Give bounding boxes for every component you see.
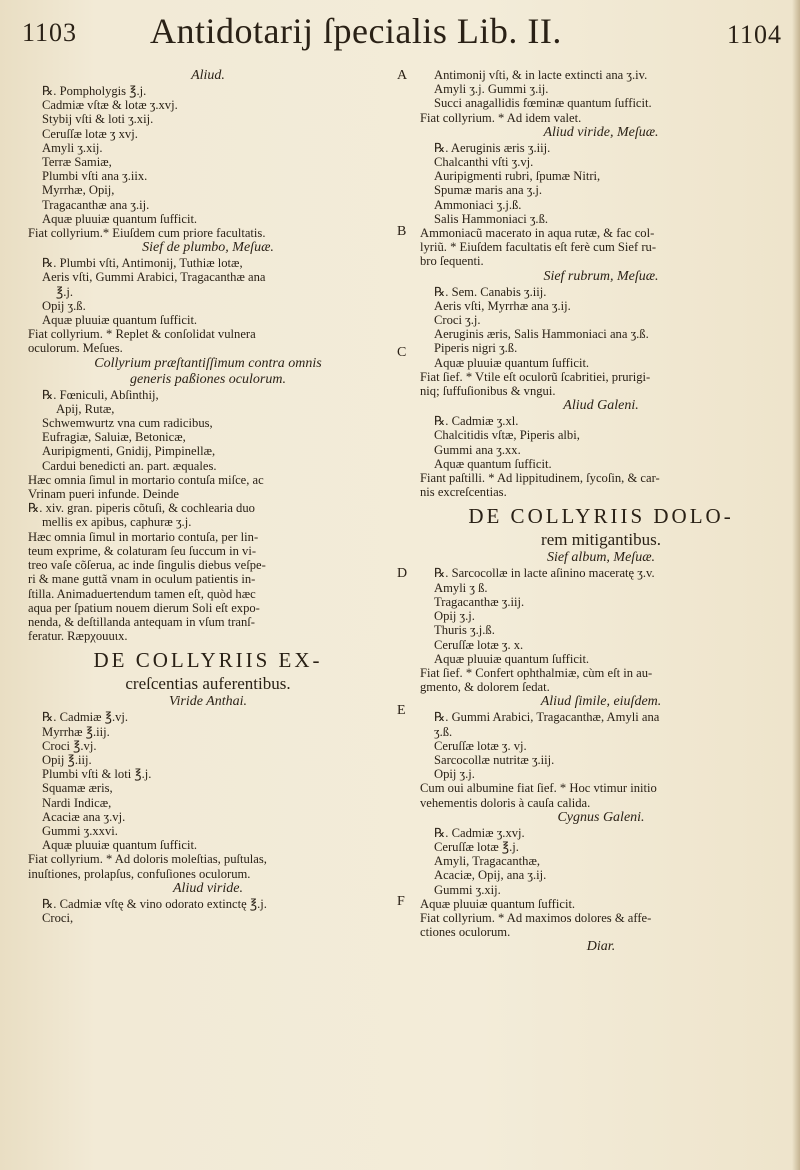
text-line: Amyli ʒ.xij. — [42, 140, 103, 155]
text-line: ℞. Sarcocollæ in lacte aſinino maceratę ʒ.v. — [434, 566, 655, 581]
text-line: ℞. Gummi Arabici, Tragacanthæ, Amyli ana — [434, 710, 660, 725]
text-line: Eufragiæ, Saluiæ, Betonicæ, — [42, 430, 186, 445]
text-line: ℞. xiv. gran. piperis cõtuſi, & cochlearia duo — [28, 501, 255, 516]
text-line: Tragacanthæ ʒ.iij. — [434, 594, 525, 609]
running-title: Antidotarij ſpecialis Lib. II. — [150, 11, 562, 51]
margin-letter-d: D — [397, 566, 408, 581]
left-column — [28, 68, 388, 925]
text-line: Apij, Rutæ, — [56, 401, 115, 416]
text-line: Aquæ pluuiæ quantum ſufficit. — [42, 838, 198, 853]
text-line: Aliud viride, Meſuæ. — [543, 124, 659, 140]
text-line: Fiat collyrium. * Replet & conſolidat vulnera — [28, 327, 256, 342]
text-line: Myrrhæ ℥.iij. — [42, 724, 110, 739]
text-line: Ceruſſæ lotæ ʒ. x. — [434, 637, 524, 652]
text-line: Acaciæ ana ʒ.vj. — [42, 809, 126, 824]
text-line: DE COLLYRIIS EX- — [93, 648, 323, 673]
text-line: mellis ex apibus, caphuræ ʒ.j. — [42, 515, 192, 530]
text-line: Cadmiæ vſtæ & lotæ ʒ.xvj. — [42, 98, 178, 113]
text-line: ℞. Cadmiæ ʒ.xvj. — [434, 825, 525, 840]
text-line: Amyli ʒ.j. Gummi ʒ.ij. — [434, 82, 549, 97]
text-line: Aeruginis æris, Salis Hammoniaci ana ʒ.ß. — [434, 327, 649, 342]
text-line: Squamæ æris, — [42, 781, 113, 796]
text-line: Nardi Indicæ, — [42, 795, 112, 810]
text-line: vehementis doloris à cauſa calida. — [420, 795, 591, 810]
text-line: Fiat collyrium. * Ad doloris moleſtias, puſtulas, — [28, 852, 267, 867]
text-line: nis excreſcentias. — [420, 485, 507, 500]
text-line: Fiat ſief. * Confert ophthalmiæ, cùm eſt in au- — [420, 665, 653, 680]
text-line: Vrinam pueri infunde. Deinde — [28, 487, 180, 502]
text-line: Aliud. — [191, 68, 225, 83]
text-line: Terræ Samiæ, — [42, 155, 112, 170]
text-line: Croci, — [42, 910, 74, 925]
text-line: Stybij vſti & loti ʒ.xij. — [42, 112, 154, 127]
text-line: Amyli ʒ ß. — [434, 580, 488, 595]
text-line: Tragacanthæ ana ʒ.ij. — [42, 197, 150, 212]
page-number-left: 1103 — [22, 18, 78, 47]
text-line: Gummi ʒ.xxvi. — [42, 823, 118, 838]
text-line: Aliud viride. — [173, 880, 243, 896]
text-line: creſcentias auferentibus. — [125, 674, 291, 694]
text-line: Amyli, Tragacanthæ, — [434, 854, 540, 869]
text-line: ℞. Sem. Canabis ʒ.iij. — [434, 284, 547, 299]
text-line: Piperis nigri ʒ.ß. — [434, 341, 518, 356]
text-line: Ceruſſæ lotæ ʒ. vj. — [434, 738, 527, 753]
text-line: Auripigmenti rubri, ſpumæ Nitri, — [434, 169, 601, 184]
text-line: Opij ℥.iij. — [42, 752, 92, 767]
text-line: generis paßiones oculorum. — [130, 371, 286, 387]
text-line: Aquæ pluuiæ quantum ſufficit. — [42, 313, 198, 328]
text-line: Aeris vſti, Gummi Arabici, Tragacanthæ ana — [42, 270, 266, 285]
text-line: Ammoniacũ macerato in aqua rutæ, & fac col- — [420, 226, 655, 241]
text-line: Aeris vſti, Myrrhæ ana ʒ.ij. — [434, 298, 571, 313]
text-line: ℞. Aeruginis æris ʒ.iij. — [434, 140, 551, 155]
text-line: Ammoniaci ʒ.j.ß. — [434, 197, 522, 212]
text-line: ctiones oculorum. — [420, 925, 511, 940]
text-line: Auripigmenti, Gnidij, Pimpinellæ, — [42, 444, 216, 459]
text-line: lyriũ. * Eiuſdem facultatis eſt ferè cum Sief ru- — [420, 240, 657, 255]
text-line: niq; ſuffuſionibus & vngui. — [420, 384, 556, 399]
text-line: Hæc omnia ſimul in mortario contuſa, per lin- — [28, 529, 259, 544]
text-line: ℞. Fœniculi, Abſinthij, — [42, 387, 159, 402]
text-line: Opij ʒ.ß. — [42, 298, 86, 313]
page-number-right: 1104 — [726, 20, 782, 49]
text-line: Fiant paſtilli. * Ad lippitudinem, ſycoſin, & car- — [420, 471, 660, 486]
text-line: Aliud Galeni. — [563, 398, 639, 414]
text-line: Diar. — [586, 939, 616, 955]
margin-letter-c: C — [397, 345, 407, 360]
text-line: ℞. Cadmiæ vſtę & vino odorato extinctę ℥.j. — [42, 896, 267, 911]
text-line: Gummi ana ʒ.xx. — [434, 442, 521, 457]
text-line: ℞. Cadmiæ ʒ.xl. — [434, 414, 519, 429]
text-line: ſtilla. Animaduertendum tamen eſt, quòd hæc — [28, 586, 256, 601]
text-line: inuſtiones, prolapſus, confuſiones oculorum. — [28, 866, 251, 881]
margin-letter-a: A — [397, 68, 408, 83]
text-line: Cardui benedicti an. part. æquales. — [42, 458, 217, 473]
text-line: Spumæ maris ana ʒ.j. — [434, 183, 543, 198]
text-line: Opij ʒ.j. — [434, 767, 475, 782]
text-line: Antimonij vſti, & in lacte extincti ana ʒ.iv. — [434, 68, 648, 82]
text-line: Chalcitidis vſtæ, Piperis albi, — [434, 428, 580, 443]
text-line: teum exprime, & colaturam ſeu ſuccum in vi- — [28, 543, 257, 558]
text-line: bro ſequenti. — [420, 254, 484, 269]
text-line: Viride Anthai. — [168, 694, 248, 710]
text-line: Opij ʒ.j. — [434, 609, 475, 624]
text-line: Sief album, Meſuæ. — [546, 550, 656, 566]
text-line: Chalcanthi vſti ʒ.vj. — [434, 155, 534, 170]
text-line: Sief de plumbo, Meſuæ. — [142, 240, 274, 256]
text-line: Salis Hammoniaci ʒ.ß. — [434, 211, 549, 226]
text-line: Aquæ pluuiæ quantum ſufficit. — [42, 211, 198, 226]
text-line: ℞. Plumbi vſti, Antimonij, Tuthiæ lotæ, — [42, 256, 243, 271]
text-line: Sief rubrum, Meſuæ. — [543, 268, 659, 284]
text-line: Acaciæ, Opij, ana ʒ.ij. — [434, 868, 547, 883]
text-line: Myrrhæ, Opij, — [42, 183, 115, 198]
text-line: Hæc omnia ſimul in mortario contuſa miſce, ac — [28, 472, 264, 487]
margin-letter-f: F — [397, 894, 405, 909]
text-line: Ceruſſæ lotæ ℥.j. — [434, 839, 519, 854]
text-line: Schwemwurtz vna cum radicibus, — [42, 416, 213, 431]
text-line: Fiat collyrium. * Ad maximos dolores & affe- — [420, 910, 652, 925]
text-line: aqua per ſpatium nouem dierum Soli eſt expo- — [28, 600, 260, 615]
text-line: Aliud ſimile, eiuſdem. — [540, 694, 662, 710]
text-line: DE COLLYRIIS DOLO- — [468, 504, 734, 529]
text-line: nenda, & deſtillanda antequam in vſum tranſ- — [28, 614, 255, 629]
margin-letter-b: B — [397, 224, 407, 239]
text-line: Aquæ pluuiæ quantum ſufficit. — [434, 355, 590, 370]
right-column — [420, 68, 782, 955]
text-line: Succi anagallidis fœminæ quantum ſufficit. — [434, 96, 652, 111]
text-line: ℞. Cadmiæ ℥.vj. — [42, 710, 129, 725]
text-line: oculorum. Meſues. — [28, 341, 123, 356]
text-line: Sarcocollæ nutritæ ʒ.iij. — [434, 752, 555, 767]
text-line: ʒ.ß. — [434, 724, 453, 739]
margin-letter-e: E — [397, 703, 406, 718]
text-line: feratur. Ræpχouuιx. — [28, 629, 128, 644]
text-line: Plumbi vſti & loti ℥.j. — [42, 767, 152, 782]
text-line: rem mitigantibus. — [541, 530, 661, 550]
text-line: Plumbi vſti ana ʒ.iix. — [42, 169, 148, 184]
text-line: treo vaſe cõſerua, ac inde ſingulis diebus veſpe- — [28, 558, 266, 573]
text-line: gmento, & dolorem ſedat. — [420, 680, 550, 695]
text-line: Collyrium præſtantiſſimum contra omnis — [94, 355, 322, 371]
text-line: Aquæ pluuiæ quantum ſufficit. — [420, 896, 576, 911]
text-line: Thuris ʒ.j.ß. — [434, 623, 495, 638]
text-line: ℥.j. — [56, 284, 74, 299]
text-line: Cum oui albumine fiat ſief. * Hoc vtimur initio — [420, 781, 657, 796]
text-line: Ceruſſæ lotæ ʒ xvj. — [42, 126, 138, 141]
text-line: Aquæ pluuiæ quantum ſufficit. — [434, 651, 590, 666]
text-line: Fiat ſief. * Vtile eſt oculorũ ſcabritiei, prurigi- — [420, 369, 651, 384]
text-line: ri & mane guttã vnam in oculum patientis in- — [28, 572, 256, 587]
text-line: Croci ℥.vj. — [42, 738, 97, 753]
text-line: ℞. Pompholygis ℥.j. — [42, 84, 147, 98]
text-line: Cygnus Galeni. — [557, 809, 645, 825]
text-line: Aquæ quantum ſufficit. — [434, 456, 552, 471]
page-header — [22, 8, 782, 66]
page-edge-shadow — [792, 0, 800, 1170]
text-line: Croci ʒ.j. — [434, 313, 481, 328]
text-line: Fiat collyrium. * Ad idem valet. — [420, 110, 582, 125]
text-line: Fiat collyrium.* Eiuſdem cum priore facultatis. — [28, 226, 266, 241]
text-line: Gummi ʒ.xij. — [434, 882, 501, 897]
